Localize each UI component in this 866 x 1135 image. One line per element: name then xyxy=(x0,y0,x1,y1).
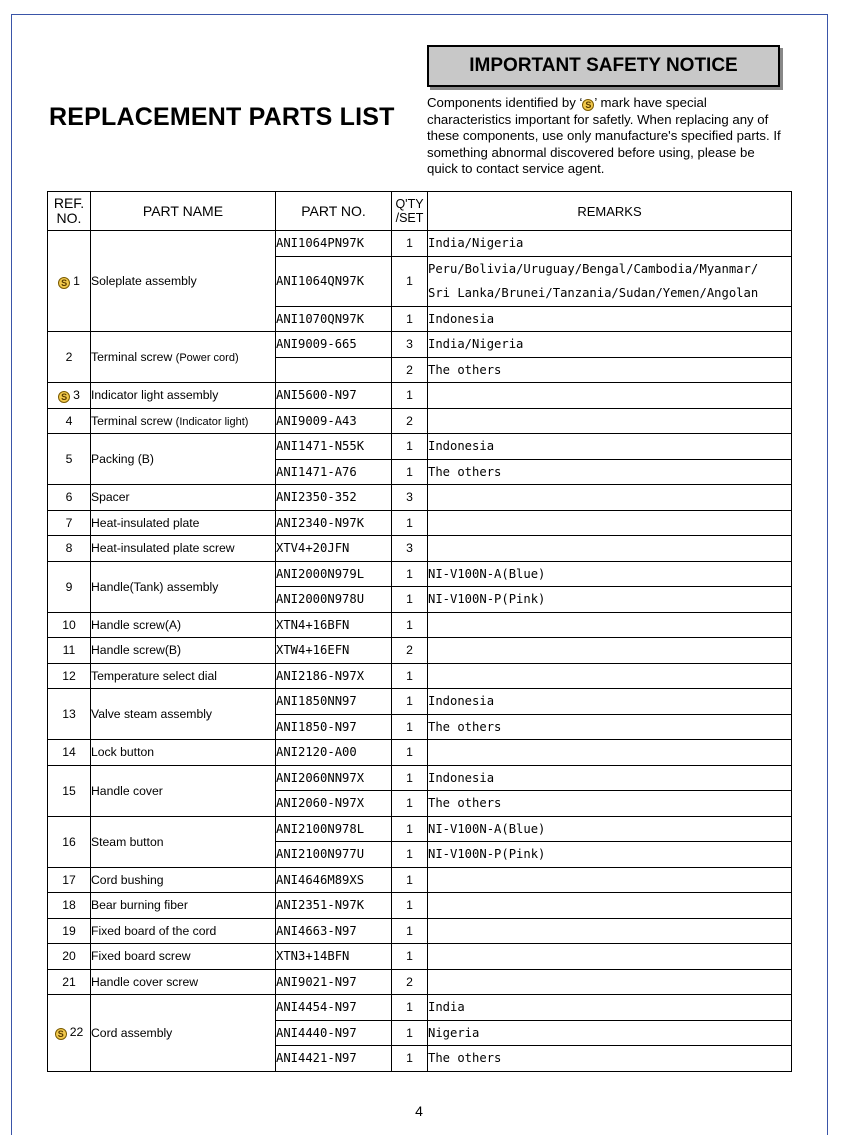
part-name: Terminal screw xyxy=(91,413,173,428)
ref-no-cell xyxy=(48,740,91,766)
table-row xyxy=(48,995,792,1021)
ref-no: 19 xyxy=(62,923,76,938)
ref-no-cell xyxy=(48,995,91,1072)
ref-no: 14 xyxy=(62,745,76,760)
qty-cell: 1 xyxy=(392,867,428,893)
table-row xyxy=(48,969,792,995)
qty-cell: 1 xyxy=(392,842,428,868)
part-name-note: (Power cord) xyxy=(175,352,239,364)
safety-notice-heading: IMPORTANT SAFETY NOTICE xyxy=(427,45,780,87)
part-name-cell xyxy=(91,408,276,434)
table-row xyxy=(48,561,792,587)
table-row xyxy=(48,893,792,919)
part-name-cell xyxy=(91,918,276,944)
ref-no-cell xyxy=(48,485,91,511)
ref-no: 8 xyxy=(65,541,73,556)
ref-no-cell xyxy=(48,561,91,612)
part-no-cell: ANI9009-A43 xyxy=(276,408,392,434)
part-name-cell xyxy=(91,969,276,995)
part-name-cell xyxy=(91,740,276,766)
table-row xyxy=(48,867,792,893)
part-no-cell: ANI2350-352 xyxy=(276,485,392,511)
part-name-cell xyxy=(91,612,276,638)
ref-no-cell xyxy=(48,893,91,919)
part-name: Lock button xyxy=(91,745,155,760)
remarks-cell xyxy=(428,867,792,893)
qty-cell: 1 xyxy=(392,765,428,791)
part-no-cell: ANI4646M89XS xyxy=(276,867,392,893)
part-no-cell: ANI1070QN97K xyxy=(276,306,392,332)
part-no-cell: XTN3+14BFN xyxy=(276,944,392,970)
qty-cell: 1 xyxy=(392,612,428,638)
part-name: Soleplate assembly xyxy=(91,274,197,288)
remarks-cell xyxy=(428,383,792,409)
table-row xyxy=(48,612,792,638)
ref-no: 10 xyxy=(62,617,76,632)
ref-no: 20 xyxy=(62,949,76,964)
remarks-cell xyxy=(428,663,792,689)
table-row xyxy=(48,918,792,944)
ref-no: 22 xyxy=(69,1025,84,1040)
remarks-cell: The others xyxy=(428,357,792,383)
remarks-cell: Nigeria xyxy=(428,1020,792,1046)
parts-table xyxy=(47,191,792,1072)
part-name: Temperature select dial xyxy=(91,668,217,683)
ref-no-cell xyxy=(48,969,91,995)
part-name-cell xyxy=(91,689,276,740)
ref-no-cell xyxy=(48,918,91,944)
part-name-cell xyxy=(91,867,276,893)
part-name-cell xyxy=(91,332,276,383)
part-no-cell: ANI2000N979L xyxy=(276,561,392,587)
qty-cell: 1 xyxy=(392,995,428,1021)
ref-no: 5 xyxy=(65,452,73,466)
remarks-cell: The others xyxy=(428,459,792,485)
remarks-cell xyxy=(428,638,792,664)
ref-no-cell xyxy=(48,867,91,893)
ref-no: 18 xyxy=(62,898,76,913)
table-row xyxy=(48,765,792,791)
ref-no-cell xyxy=(48,663,91,689)
table-row xyxy=(48,332,792,358)
ref-no: 1 xyxy=(73,273,80,288)
notice-text-before: Components identified by ‘ xyxy=(427,95,583,110)
remarks-cell xyxy=(428,944,792,970)
part-name-note: (Indicator light) xyxy=(175,415,249,428)
part-name: Fixed board screw xyxy=(91,949,191,964)
ref-no-cell xyxy=(48,434,91,485)
part-name: Cord assembly xyxy=(91,1025,173,1040)
part-no-cell: XTN4+16BFN xyxy=(276,612,392,638)
remarks-cell xyxy=(428,485,792,511)
part-name: Handle cover screw xyxy=(91,974,199,989)
qty-cell: 2 xyxy=(392,638,428,664)
part-no-cell: XTV4+20JFN xyxy=(276,536,392,562)
qty-cell: 1 xyxy=(392,306,428,332)
part-name: Packing (B) xyxy=(91,452,154,466)
remarks-cell xyxy=(428,893,792,919)
ref-no-cell xyxy=(48,944,91,970)
remarks-cell xyxy=(428,510,792,536)
qty-cell: 1 xyxy=(392,561,428,587)
ref-no: 6 xyxy=(65,490,73,505)
part-no-cell: ANI2100N978L xyxy=(276,816,392,842)
part-no-cell: ANI1471-A76 xyxy=(276,459,392,485)
part-name: Handle screw(B) xyxy=(91,643,182,658)
part-no-cell: ANI4421-N97 xyxy=(276,1046,392,1072)
remarks-cell: Indonesia xyxy=(428,306,792,332)
table-row xyxy=(48,944,792,970)
ref-no-cell xyxy=(48,510,91,536)
ref-no: 4 xyxy=(65,413,73,428)
ref-no-cell xyxy=(48,765,91,816)
qty-cell: 1 xyxy=(392,1020,428,1046)
remarks-cell xyxy=(428,408,792,434)
part-name: Terminal screw xyxy=(91,350,173,364)
remarks-cell: The others xyxy=(428,1046,792,1072)
ref-no-cell xyxy=(48,383,91,409)
remarks-cell: The others xyxy=(428,791,792,817)
part-no-cell: XTW4+16EFN xyxy=(276,638,392,664)
qty-cell: 3 xyxy=(392,485,428,511)
part-name-cell xyxy=(91,561,276,612)
qty-cell: 2 xyxy=(392,357,428,383)
remarks-cell xyxy=(428,969,792,995)
ref-no-cell xyxy=(48,816,91,867)
part-no-cell: ANI2060NN97X xyxy=(276,765,392,791)
table-row xyxy=(48,740,792,766)
table-row xyxy=(48,485,792,511)
part-name-cell xyxy=(91,893,276,919)
remarks-cell xyxy=(428,740,792,766)
part-name-cell xyxy=(91,485,276,511)
qty-cell: 1 xyxy=(392,383,428,409)
ref-no: 11 xyxy=(62,643,76,658)
part-name: Bear burning fiber xyxy=(91,898,188,913)
part-name-cell xyxy=(91,383,276,409)
part-no-cell: ANI2340-N97K xyxy=(276,510,392,536)
qty-cell: 2 xyxy=(392,408,428,434)
safety-mark-icon: S xyxy=(55,1028,67,1040)
part-name: Handle(Tank) assembly xyxy=(91,579,219,594)
part-name-cell xyxy=(91,536,276,562)
ref-no: 21 xyxy=(62,974,76,989)
page-number: 4 xyxy=(415,1103,423,1119)
ref-no-cell xyxy=(48,536,91,562)
part-no-cell: ANI2100N977U xyxy=(276,842,392,868)
qty-cell: 3 xyxy=(392,332,428,358)
qty-cell: 2 xyxy=(392,969,428,995)
remarks-cell xyxy=(428,536,792,562)
remarks-cell: Indonesia xyxy=(428,434,792,460)
table-row xyxy=(48,408,792,434)
part-no-cell: ANI1064PN97K xyxy=(276,231,392,257)
remarks-cell: Indonesia xyxy=(428,689,792,715)
remarks-cell: NI-V100N-A(Blue) xyxy=(428,561,792,587)
ref-no: 12 xyxy=(62,668,76,683)
table-row xyxy=(48,536,792,562)
header-remarks: REMARKS xyxy=(428,192,792,231)
safety-mark-icon: S xyxy=(58,277,70,289)
part-name-cell xyxy=(91,434,276,485)
remarks-cell: India xyxy=(428,995,792,1021)
table-row xyxy=(48,663,792,689)
part-no-cell: ANI4454-N97 xyxy=(276,995,392,1021)
qty-cell: 1 xyxy=(392,663,428,689)
qty-cell: 1 xyxy=(392,918,428,944)
part-name-cell xyxy=(91,231,276,332)
table-row xyxy=(48,510,792,536)
table-row xyxy=(48,383,792,409)
safety-mark-icon: S xyxy=(582,99,594,111)
remarks-cell: NI-V100N-A(Blue) xyxy=(428,816,792,842)
ref-no: 7 xyxy=(65,515,73,530)
qty-cell: 1 xyxy=(392,434,428,460)
part-name-cell xyxy=(91,816,276,867)
part-name: Handle cover xyxy=(91,783,163,798)
header-ref-no: REF. NO. xyxy=(48,192,91,231)
safety-mark-icon: S xyxy=(58,391,70,403)
ref-no: 3 xyxy=(73,387,80,402)
part-name-cell xyxy=(91,663,276,689)
ref-no: 2 xyxy=(65,350,73,364)
part-name-cell xyxy=(91,995,276,1072)
table-row xyxy=(48,638,792,664)
part-name-cell xyxy=(91,765,276,816)
table-row xyxy=(48,816,792,842)
part-name: Heat-insulated plate screw xyxy=(91,541,235,556)
ref-no: 13 xyxy=(62,707,76,721)
remarks-cell: The others xyxy=(428,714,792,740)
part-name-cell xyxy=(91,638,276,664)
remarks-cell: India/Nigeria xyxy=(428,231,792,257)
qty-cell: 1 xyxy=(392,459,428,485)
header-part-name: PART NAME xyxy=(91,192,276,231)
part-no-cell: ANI1850-N97 xyxy=(276,714,392,740)
ref-no-cell xyxy=(48,231,91,332)
qty-cell: 1 xyxy=(392,231,428,257)
part-no-cell: ANI2060-N97X xyxy=(276,791,392,817)
part-no-cell: ANI2120-A00 xyxy=(276,740,392,766)
part-name: Cord bushing xyxy=(91,872,164,887)
qty-cell: 1 xyxy=(392,816,428,842)
part-name: Heat-insulated plate xyxy=(91,515,200,530)
table-row xyxy=(48,231,792,257)
part-no-cell: ANI1064QN97K xyxy=(276,256,392,306)
qty-cell: 1 xyxy=(392,689,428,715)
table-row xyxy=(48,434,792,460)
part-name-cell xyxy=(91,510,276,536)
part-name: Handle screw(A) xyxy=(91,617,182,632)
part-no-cell: ANI1850NN97 xyxy=(276,689,392,715)
table-row xyxy=(48,689,792,715)
part-name: Valve steam assembly xyxy=(91,707,213,721)
header-part-no: PART NO. xyxy=(276,192,392,231)
part-name: Fixed board of the cord xyxy=(91,923,217,938)
remarks-cell: India/Nigeria xyxy=(428,332,792,358)
remarks-cell: NI-V100N-P(Pink) xyxy=(428,587,792,613)
qty-cell: 1 xyxy=(392,256,428,306)
part-no-cell: ANI4663-N97 xyxy=(276,918,392,944)
ref-no: 15 xyxy=(62,783,76,798)
part-no-cell: ANI2000N978U xyxy=(276,587,392,613)
remarks-cell xyxy=(428,918,792,944)
header-qty: Q'TY /SET xyxy=(392,192,428,231)
part-name: Steam button xyxy=(91,834,164,849)
ref-no-cell xyxy=(48,612,91,638)
part-no-cell: ANI4440-N97 xyxy=(276,1020,392,1046)
notice-text-after: ’ mark have special characteristics important for safetly. When replacing any of these components, use only manufacture's specified parts. If something abnormal discovered before using, please be quick to contact service agent. xyxy=(427,95,781,176)
part-no-cell: ANI2351-N97K xyxy=(276,893,392,919)
qty-cell: 1 xyxy=(392,740,428,766)
ref-no: 9 xyxy=(65,579,73,594)
qty-cell: 1 xyxy=(392,587,428,613)
remarks-cell xyxy=(428,612,792,638)
ref-no-cell xyxy=(48,689,91,740)
part-name: Indicator light assembly xyxy=(91,388,219,403)
part-name-cell xyxy=(91,944,276,970)
ref-no: 17 xyxy=(62,872,76,887)
remarks-cell: NI-V100N-P(Pink) xyxy=(428,842,792,868)
ref-no-cell xyxy=(48,332,91,383)
remarks-cell: Indonesia xyxy=(428,765,792,791)
qty-cell: 1 xyxy=(392,944,428,970)
qty-cell: 1 xyxy=(392,893,428,919)
page-title: REPLACEMENT PARTS LIST xyxy=(49,103,395,131)
part-name: Spacer xyxy=(91,490,130,505)
qty-cell: 1 xyxy=(392,510,428,536)
part-no-cell: ANI5600-N97 xyxy=(276,383,392,409)
part-no-cell xyxy=(276,357,392,383)
qty-cell: 1 xyxy=(392,791,428,817)
qty-cell: 3 xyxy=(392,536,428,562)
part-no-cell: ANI9021-N97 xyxy=(276,969,392,995)
ref-no: 16 xyxy=(62,834,76,849)
table-header-row xyxy=(48,192,792,231)
part-no-cell: ANI1471-N55K xyxy=(276,434,392,460)
part-no-cell: ANI9009-665 xyxy=(276,332,392,358)
ref-no-cell xyxy=(48,638,91,664)
safety-notice-text xyxy=(427,95,787,178)
part-no-cell: ANI2186-N97X xyxy=(276,663,392,689)
qty-cell: 1 xyxy=(392,1046,428,1072)
remarks-cell: Peru/Bolivia/Uruguay/Bengal/Cambodia/Myanmar/ xyxy=(428,256,792,281)
qty-cell: 1 xyxy=(392,714,428,740)
ref-no-cell xyxy=(48,408,91,434)
remarks-cell: Sri Lanka/Brunei/Tanzania/Sudan/Yemen/Angolan xyxy=(428,281,792,306)
